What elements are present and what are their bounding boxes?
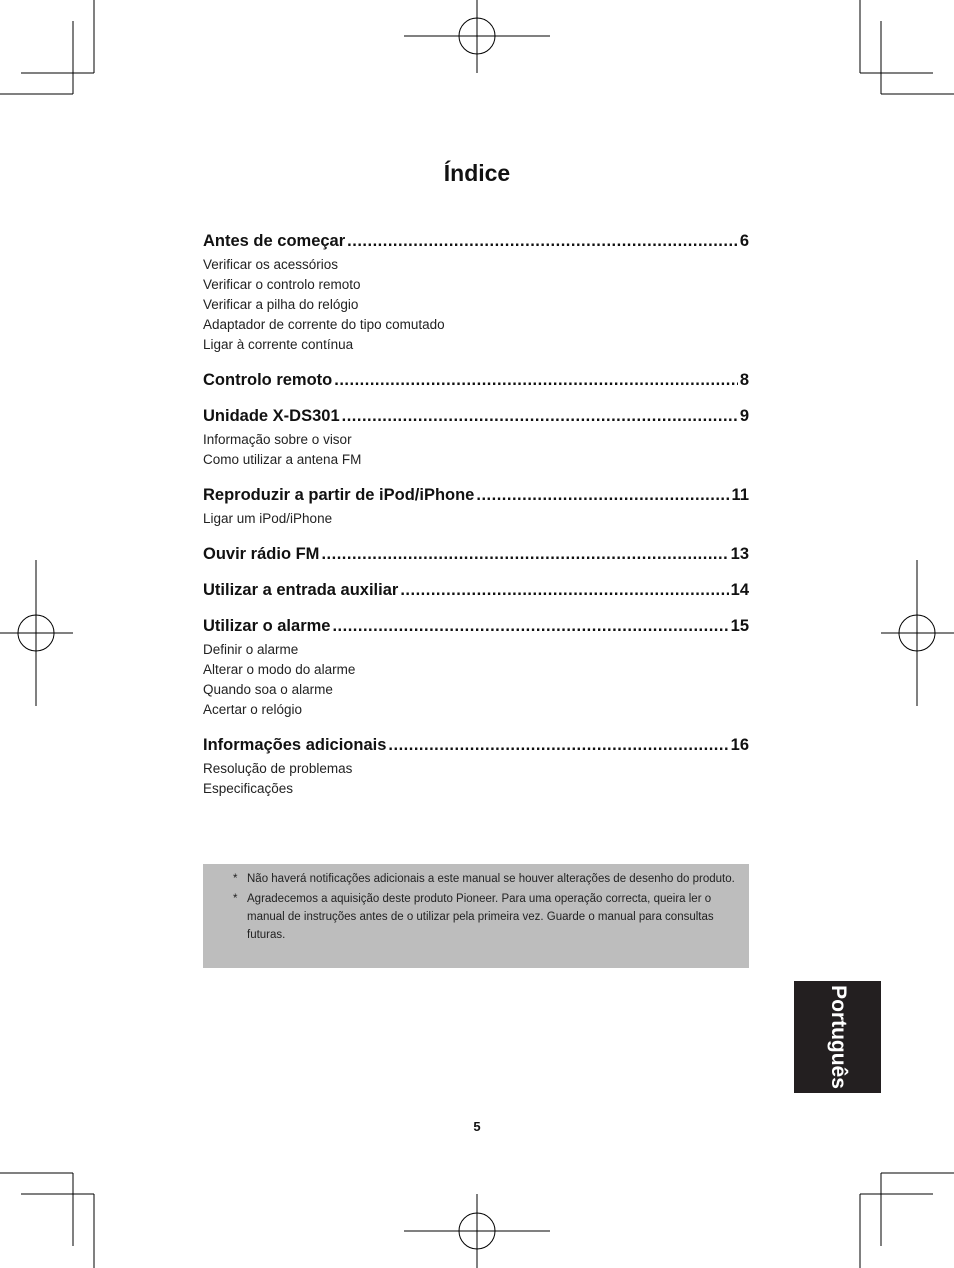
toc-heading-label: Controlo remoto: [203, 371, 333, 389]
page-number: 5: [473, 1119, 481, 1134]
toc-subitem: Ligar um iPod/iPhone: [203, 511, 333, 526]
toc-subitem: Ligar à corrente contínua: [203, 337, 354, 352]
note-text: Agradecemos a aquisição deste produto Pioneer. Para uma operação correcta, queira ler o manual de instruções antes de o utilizar pela primeira vez. Guarde o manual para consultas futuras.: [247, 893, 714, 941]
toc-subitem: Acertar o relógio: [203, 702, 303, 717]
toc-subitem: Especificações: [203, 781, 294, 796]
toc-leader-dots: [342, 405, 738, 427]
toc-heading-label: Utilizar o alarme: [203, 617, 331, 635]
toc-section: [203, 369, 749, 391]
toc-leader-dots: [476, 484, 729, 506]
toc-subitem: Informação sobre o visor: [203, 432, 352, 447]
toc-leader-dots: [388, 734, 728, 756]
toc-subitem: Verificar os acessórios: [203, 257, 339, 272]
toc-heading: [203, 230, 749, 252]
toc-subitem: Alterar o modo do alarme: [203, 662, 356, 677]
toc-subitem: Quando soa o alarme: [203, 682, 333, 697]
toc-section: [203, 734, 749, 799]
toc-heading: [203, 615, 749, 637]
notes-box: [203, 864, 749, 968]
toc-page-number: 8: [739, 371, 749, 389]
toc-page-number: 16: [730, 736, 749, 754]
toc-subitem: Resolução de problemas: [203, 761, 353, 776]
toc-leader-dots: [334, 369, 738, 391]
toc-subitems: [203, 255, 749, 355]
toc-section: [203, 484, 749, 529]
toc-heading-label: Informações adicionais: [203, 736, 387, 754]
toc-section: [203, 230, 749, 355]
toc-subitem: Verificar o controlo remoto: [203, 277, 361, 292]
toc-leader-dots: [347, 230, 738, 252]
toc-page-number: 14: [730, 581, 749, 599]
toc-heading: [203, 484, 749, 506]
toc-heading-label: Utilizar a entrada auxiliar: [203, 581, 399, 599]
toc-leader-dots: [321, 543, 728, 565]
toc-heading-label: Unidade X-DS301: [203, 407, 340, 425]
toc-section: [203, 579, 749, 601]
toc-heading: [203, 579, 749, 601]
page-title: Índice: [443, 160, 511, 186]
toc-subitem: Como utilizar a antena FM: [203, 452, 362, 467]
toc-page-number: 9: [739, 407, 749, 425]
toc-heading: [203, 405, 749, 427]
toc-page-number: 6: [739, 232, 749, 250]
toc-heading-label: Antes de começar: [203, 232, 346, 250]
toc-subitem: Definir o alarme: [203, 642, 299, 657]
toc-heading: [203, 734, 749, 756]
toc-subitems: [203, 430, 749, 470]
table-of-contents: [203, 230, 749, 813]
toc-heading: [203, 543, 749, 565]
toc-section: [203, 615, 749, 720]
toc-leader-dots: [332, 615, 728, 637]
note-marker: *: [233, 873, 238, 885]
toc-page-number: 13: [730, 545, 749, 563]
toc-heading-label: Ouvir rádio FM: [203, 545, 320, 563]
note-item: [233, 870, 741, 888]
toc-page-number: 15: [730, 617, 749, 635]
toc-heading: [203, 369, 749, 391]
toc-section: [203, 543, 749, 565]
toc-subitem: Verificar a pilha do relógio: [203, 297, 359, 312]
toc-subitem: Adaptador de corrente do tipo comutado: [203, 317, 445, 332]
toc-leader-dots: [400, 579, 728, 601]
toc-page-number: 11: [731, 486, 749, 504]
toc-subitems: [203, 759, 749, 799]
note-marker: *: [233, 893, 238, 905]
toc-subitems: [203, 640, 749, 720]
language-tab-label: Português: [826, 985, 850, 1089]
note-item: [233, 890, 741, 944]
toc-section: [203, 405, 749, 470]
language-tab: [794, 981, 881, 1093]
toc-subitems: [203, 509, 749, 529]
toc-heading-label: Reproduzir a partir de iPod/iPhone: [203, 486, 475, 504]
note-text: Não haverá notificações adicionais a este manual se houver alterações de desenho do produto.: [247, 873, 735, 885]
